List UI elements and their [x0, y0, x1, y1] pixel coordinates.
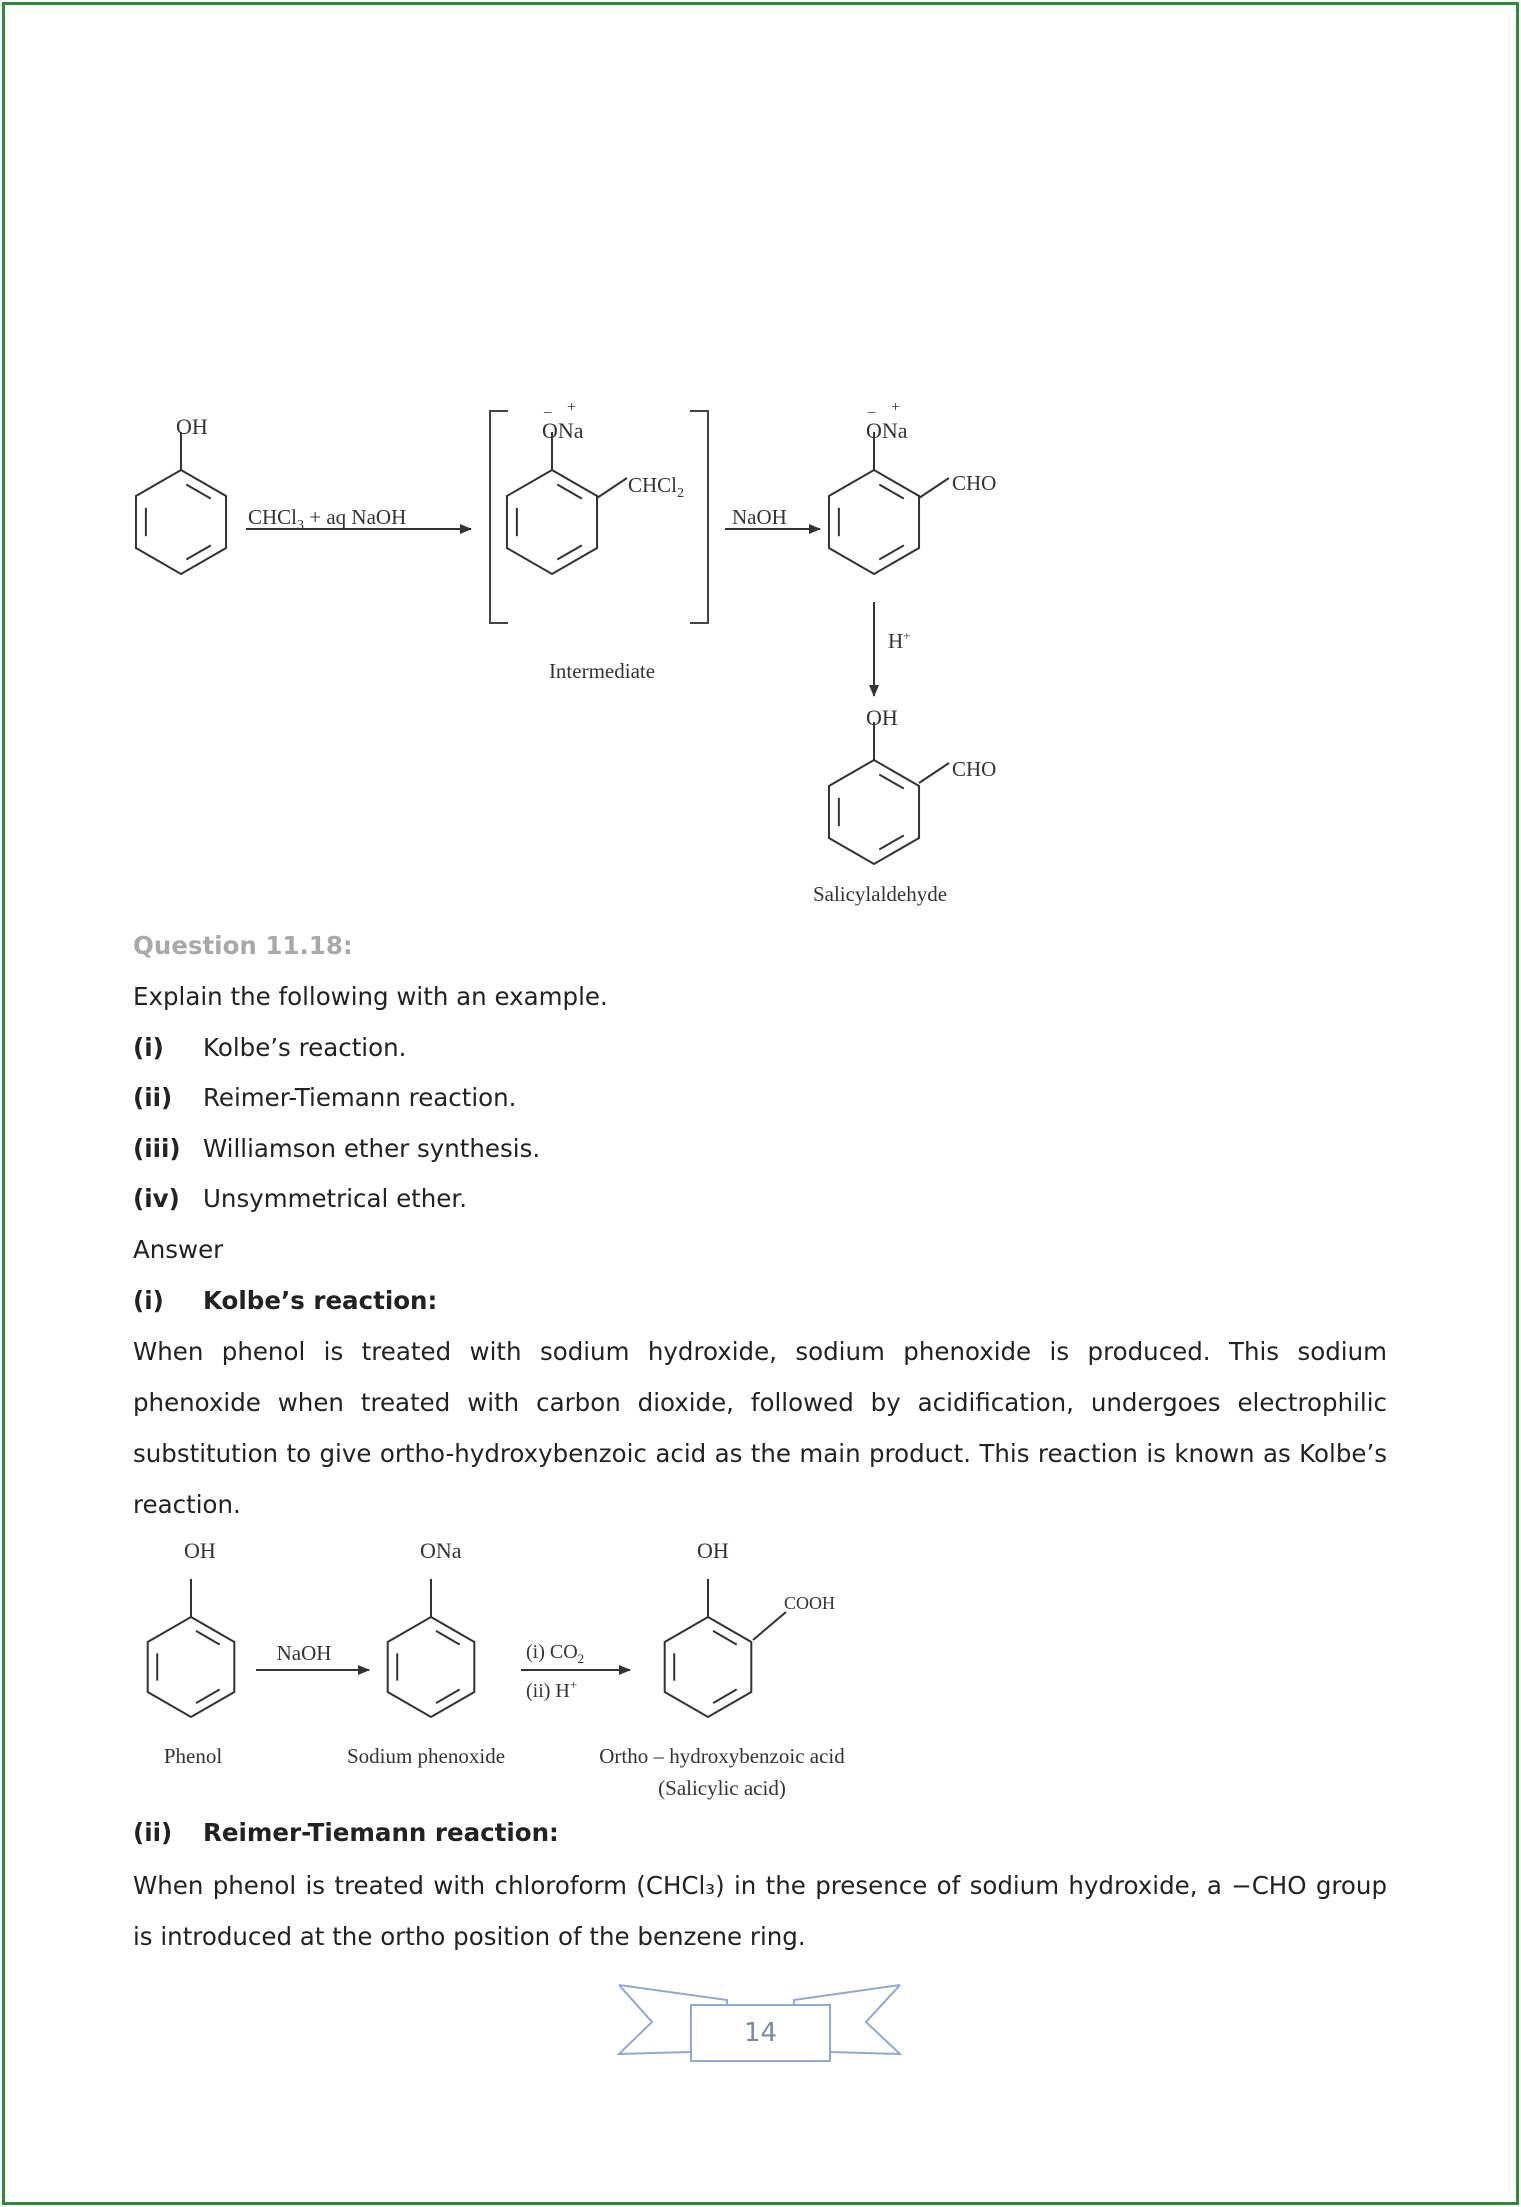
- double-bond: [879, 545, 904, 559]
- product-caption: Ortho – hydroxybenzoic acid: [599, 1744, 845, 1768]
- section-title: Reimer-Tiemann reaction:: [203, 1818, 559, 1847]
- section-title: Kolbe’s reaction:: [203, 1286, 438, 1315]
- negative-charge: −: [867, 405, 877, 422]
- intermediate-ona-label: ONa: [542, 418, 584, 443]
- question-item: [133, 1123, 1387, 1174]
- benzene-ring: [507, 470, 597, 574]
- double-bond: [879, 835, 904, 849]
- benzene-ring: [388, 1617, 475, 1717]
- double-bond: [713, 1689, 737, 1703]
- double-bond: [879, 484, 904, 498]
- item-text: Reimer-Tiemann reaction.: [203, 1083, 517, 1112]
- benzene-ring: [829, 760, 919, 864]
- benzene-ring: [148, 1617, 235, 1717]
- kolbe-paragraph: When phenol is treated with sodium hydroxide, sodium phenoxide is produced. This sodium phenoxide when treated with carbon dioxide, followed by acidification, undergoes electrophilic substitution to give ortho-hydroxybenzoic acid as the main product. This reaction is known as Kolbe’s reaction.: [133, 1337, 1387, 1519]
- sodium-phenoxide-caption: Sodium phenoxide: [346, 1744, 506, 1768]
- bond: [597, 478, 627, 498]
- co2-label: (i) $CO_2$: [526, 1641, 585, 1666]
- reimer-heading: [133, 1807, 1387, 1858]
- phenol-oh-label: OH: [184, 1538, 216, 1563]
- section-number: (i): [133, 1286, 164, 1315]
- item-text: Unsymmetrical ether.: [203, 1184, 467, 1213]
- benzene-ring: [665, 1617, 752, 1717]
- benzene-ring: [829, 470, 919, 574]
- arrow-reagent-label: CHCl$_3$ + aq NaOH: [248, 505, 407, 533]
- final-cho-label: CHO: [952, 757, 997, 781]
- product-oh-label: OH: [697, 1538, 729, 1563]
- double-bond: [713, 1631, 737, 1645]
- double-bond: [436, 1689, 460, 1703]
- negative-charge: −: [543, 405, 553, 422]
- left-bracket: [490, 411, 508, 623]
- intermediate-caption: Intermediate: [548, 659, 656, 683]
- phenol-caption: Phenol: [163, 1744, 223, 1768]
- section-number: (ii): [133, 1818, 173, 1847]
- question-item: [133, 1022, 1387, 1073]
- h-plus-label: (ii) H+: [526, 1677, 578, 1702]
- cho-label: CHO: [952, 471, 997, 495]
- h-plus-label: H+: [888, 628, 911, 653]
- item-number: (ii): [133, 1083, 173, 1112]
- double-bond: [557, 545, 582, 559]
- product-caption-alt: (Salicylic acid): [658, 1776, 786, 1800]
- kolbe-scheme: [164, 1538, 845, 1800]
- cooh-label: COOH: [784, 1593, 836, 1613]
- reimer-tiemann-scheme: [176, 399, 996, 906]
- item-text: Williamson ether synthesis.: [203, 1134, 541, 1163]
- naoh-label: NaOH: [276, 1641, 332, 1665]
- double-bond: [879, 774, 904, 788]
- positive-charge: +: [891, 399, 901, 416]
- answer-label: Answer: [133, 1235, 224, 1264]
- benzene-ring: [136, 470, 226, 574]
- product-ona-label: ONa: [866, 418, 908, 443]
- positive-charge: +: [567, 399, 577, 416]
- double-bond: [196, 1631, 220, 1645]
- question-item: [133, 1173, 1387, 1224]
- item-number: (i): [133, 1033, 164, 1062]
- question-item: [133, 1072, 1387, 1123]
- item-number: (iii): [133, 1134, 181, 1163]
- right-bracket: [690, 411, 708, 623]
- double-bond: [196, 1689, 220, 1703]
- final-oh-label: OH: [866, 705, 898, 730]
- reimer-paragraph: When phenol is treated with chloroform (CHCl₃) in the presence of sodium hydroxide, a −CHO group is introduced at the ortho position of the benzene ring.: [133, 1871, 1387, 1951]
- chcl2-label: CHCl$_2$: [628, 473, 685, 501]
- kolbe-heading: [133, 1275, 1387, 1326]
- item-number: (iv): [133, 1184, 180, 1213]
- question-prompt: Explain the following with an example.: [133, 982, 608, 1011]
- double-bond: [186, 484, 211, 498]
- page-number: 14: [743, 2018, 778, 2048]
- ona-label: ONa: [420, 1538, 462, 1563]
- bond: [919, 763, 949, 783]
- double-bond: [436, 1631, 460, 1645]
- salicylaldehyde-caption: Salicylaldehyde: [812, 882, 948, 906]
- item-text: Kolbe’s reaction.: [203, 1033, 407, 1062]
- phenol-oh-label: OH: [176, 414, 208, 439]
- naoh-label: NaOH: [732, 505, 787, 529]
- bond: [919, 478, 949, 498]
- question-heading: Question 11.18:: [133, 931, 353, 960]
- double-bond: [186, 545, 211, 559]
- bond: [753, 1612, 786, 1640]
- double-bond: [557, 484, 582, 498]
